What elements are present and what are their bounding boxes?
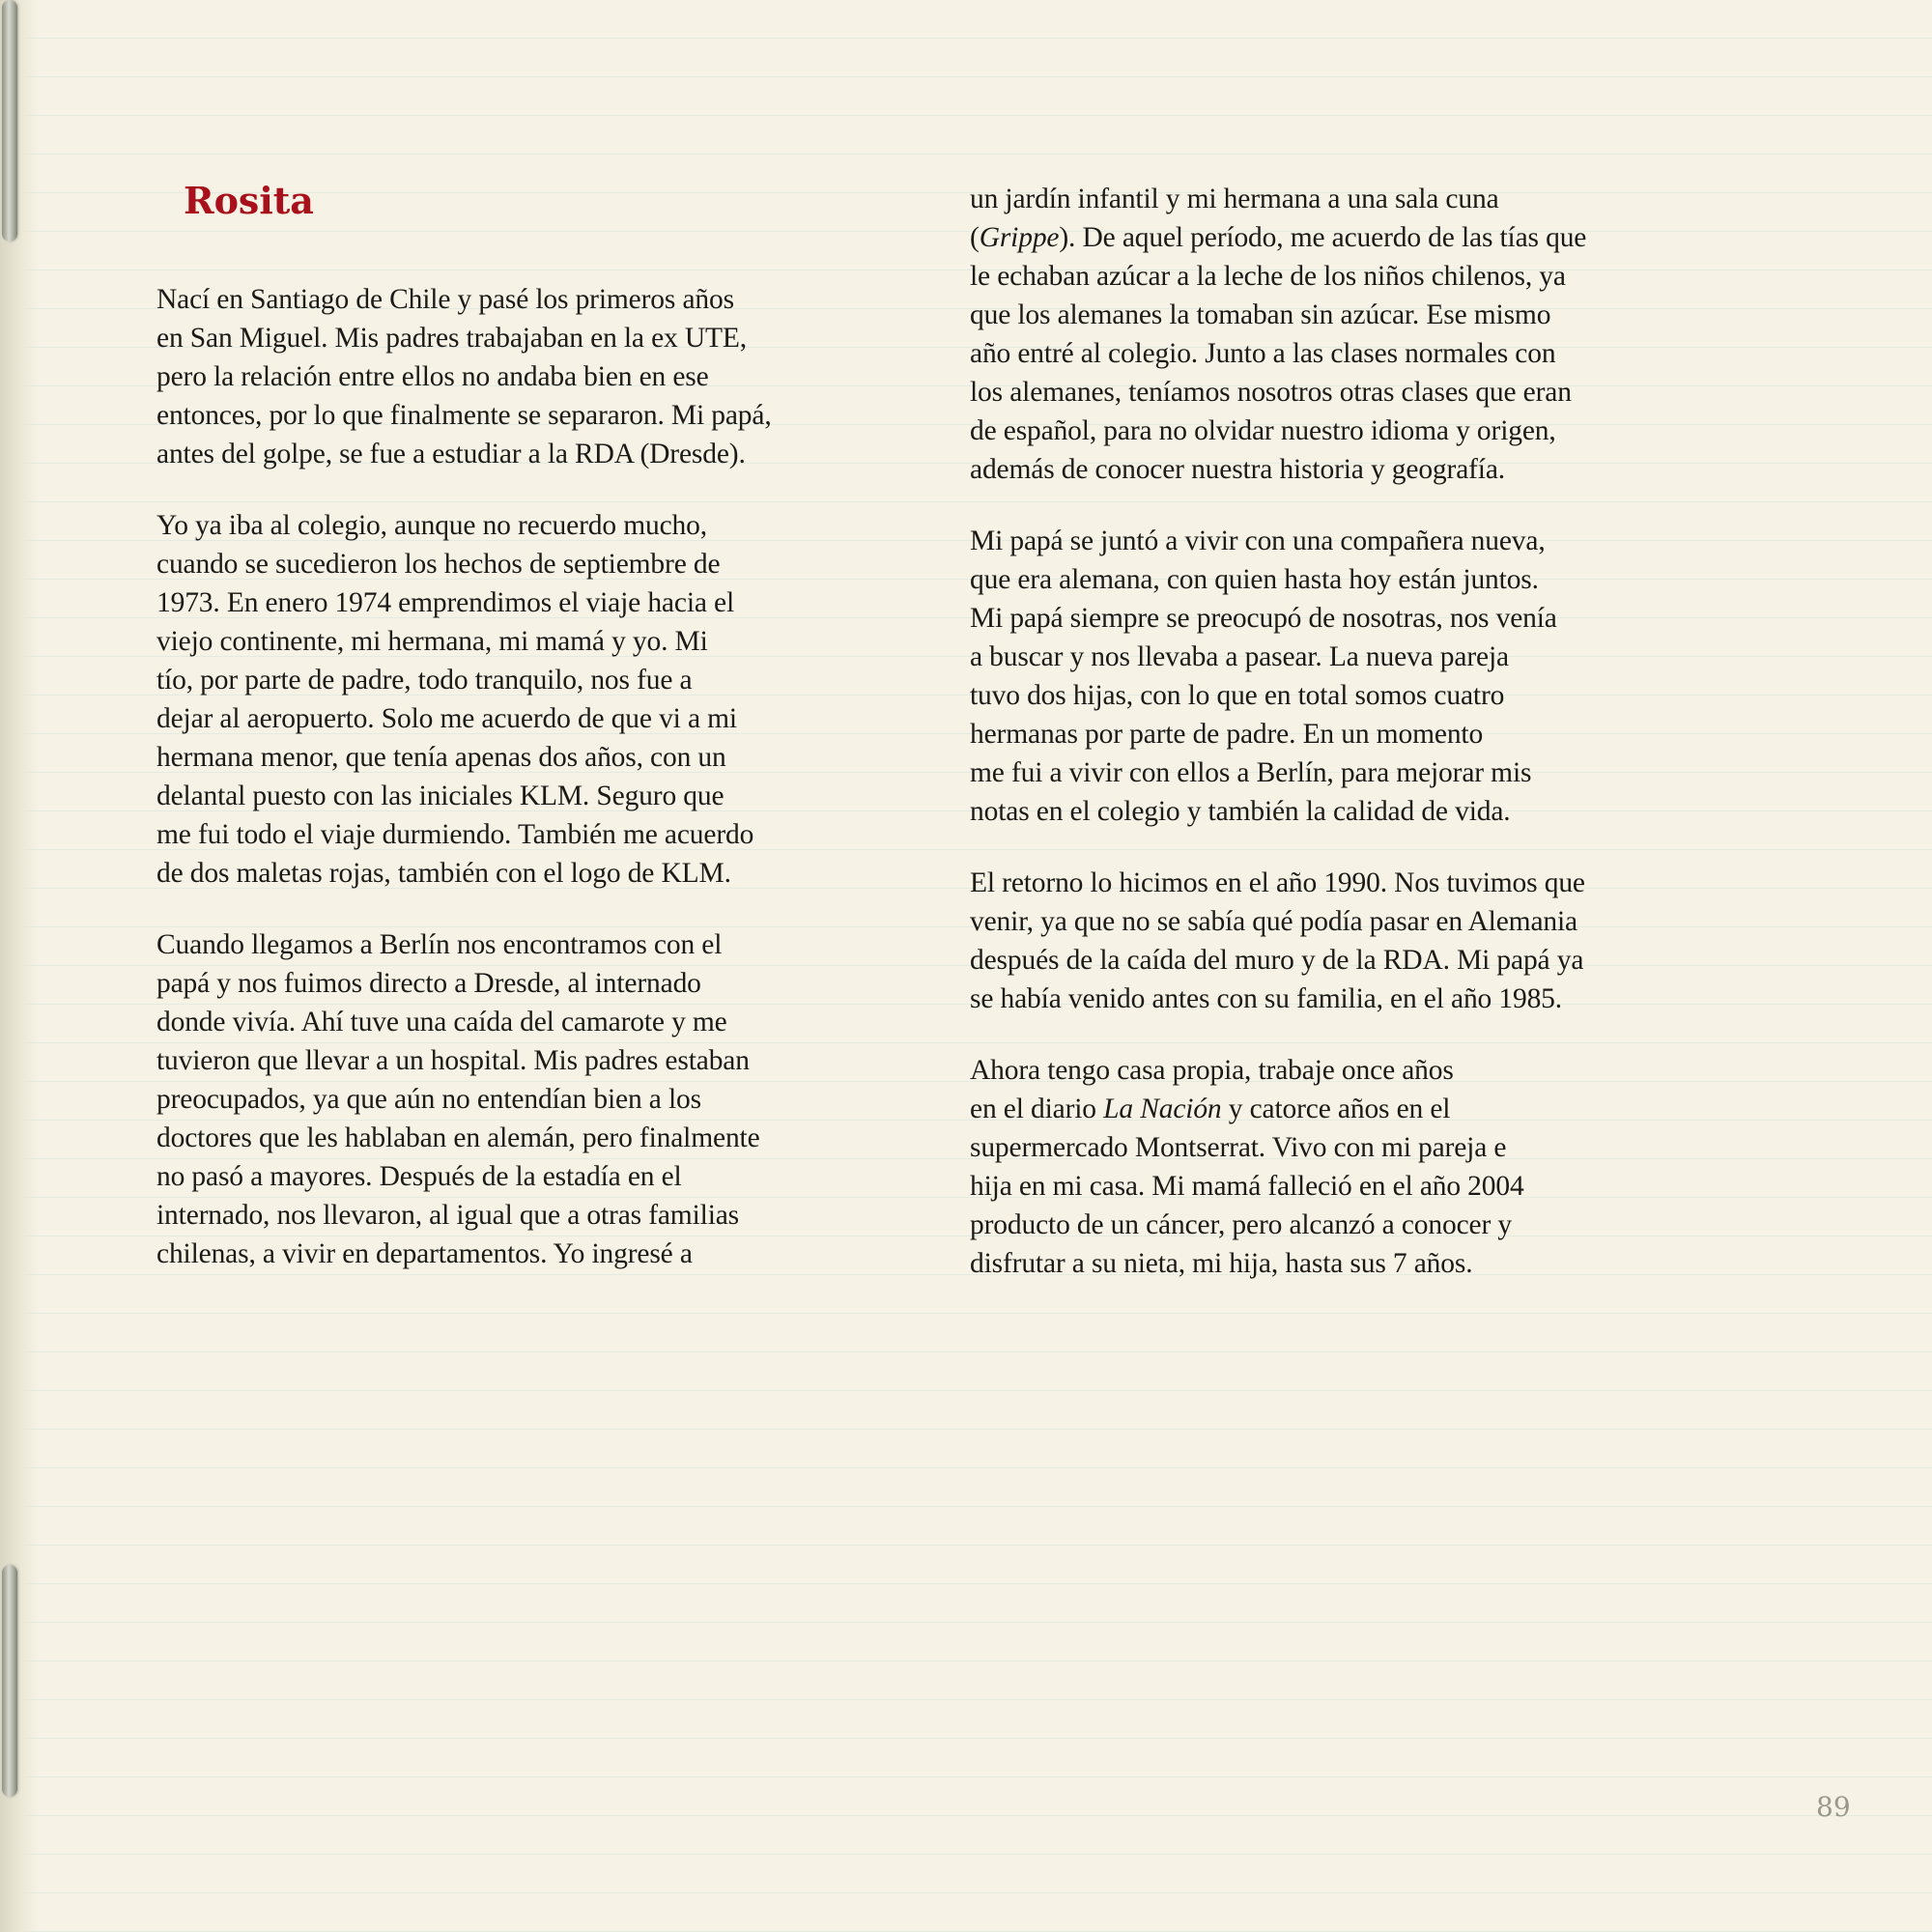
paragraph	[970, 180, 1752, 489]
paragraph-text: ). De aquel período, me acuerdo de las tías que le echaban azúcar a la leche de los niños chilenos, ya que los alemanes la tomaban sin azúcar. Ese mismo año entré al colegio. Junto a las clases normales con los alemanes, teníamos nosotros otras clases que eran de español, para no olvidar nuestro idioma y origen, además de conocer nuestra historia y geografía.	[970, 222, 1587, 485]
paragraph-text: y catorce años en el supermercado Montserrat. Vivo con mi pareja e hija en mi casa. Mi mamá falleció en el año 2004 producto de un cáncer, pero alcanzó a conocer y disfrutar a su nieta, mi hija, hasta sus 7 años.	[970, 1094, 1524, 1279]
newspaper-name: La Nación	[1103, 1094, 1222, 1124]
paragraph	[970, 1051, 1752, 1283]
page-number: 89	[1816, 1791, 1851, 1823]
book-binding	[0, 0, 39, 1932]
paragraph: Cuando llegamos a Berlín nos encontramos con el papá y nos fuimos directo a Dresde, al internado donde vivía. Ahí tuve una caída del camarote y me tuvieron que llevar a un hospital. Mis padres estaban preocupados, ya que aún no entendían bien a los doctores que les hablaban en alemán, pero finalmente no pasó a mayores. Después de la estadía en el internado, nos llevaron, al igual que a otras familias chilenas, a vivir en departamentos. Yo ingresé a	[156, 929, 760, 1269]
binding-cord-top	[2, 0, 17, 242]
italic-term: Grippe	[979, 222, 1060, 253]
right-column	[970, 180, 1752, 1316]
paragraph-text: (	[970, 222, 980, 253]
page-title: Rosita	[184, 179, 314, 222]
paragraph-text: un jardín infantil y mi hermana a una sala cuna	[970, 184, 1499, 214]
paragraph: Nací en Santiago de Chile y pasé los primeros años en San Miguel. Mis padres trabajaban en la ex UTE, pero la relación entre ellos no andaba bien en ese entonces, por lo que finalmente se separaron. Mi papá, antes del golpe, se fue a estudiar a la RDA (Dresde).	[156, 284, 772, 469]
paragraph-text: Ahora tengo casa propia, trabaje once años en el diario	[970, 1055, 1454, 1124]
paragraph: El retorno lo hicimos en el año 1990. Nos tuvimos que venir, ya que no se sabía qué podía pasar en Alemania después de la caída del muro y de la RDA. Mi papá ya se había venido antes con su familia, en el año 1985.	[970, 867, 1585, 1014]
paragraph: Mi papá se juntó a vivir con una compañera nueva, que era alemana, con quien hasta hoy están juntos. Mi papá siempre se preocupó de nosotras, nos venía a buscar y nos llevaba a pasear. La nueva pareja tuvo dos hijas, con lo que en total somos cuatro hermanas por parte de padre. En un momento me fui a vivir con ellos a Berlín, para mejorar mis notas en el colegio y también la calidad de vida.	[970, 526, 1557, 827]
paragraph: Yo ya iba al colegio, aunque no recuerdo mucho, cuando se sucedieron los hechos de septiembre de 1973. En enero 1974 emprendimos el viaje hacia el viejo continente, mi hermana, mi mamá y yo. Mi tío, por parte de padre, todo tranquilo, nos fue a dejar al aeropuerto. Solo me acuerdo de que vi a mi hermana menor, que tenía apenas dos años, con un delantal puesto con las iniciales KLM. Seguro que me fui todo el viaje durmiendo. También me acuerdo de dos maletas rojas, también con el logo de KLM.	[156, 510, 754, 889]
binding-cord-bottom	[2, 1565, 17, 1797]
left-column	[156, 280, 939, 1306]
